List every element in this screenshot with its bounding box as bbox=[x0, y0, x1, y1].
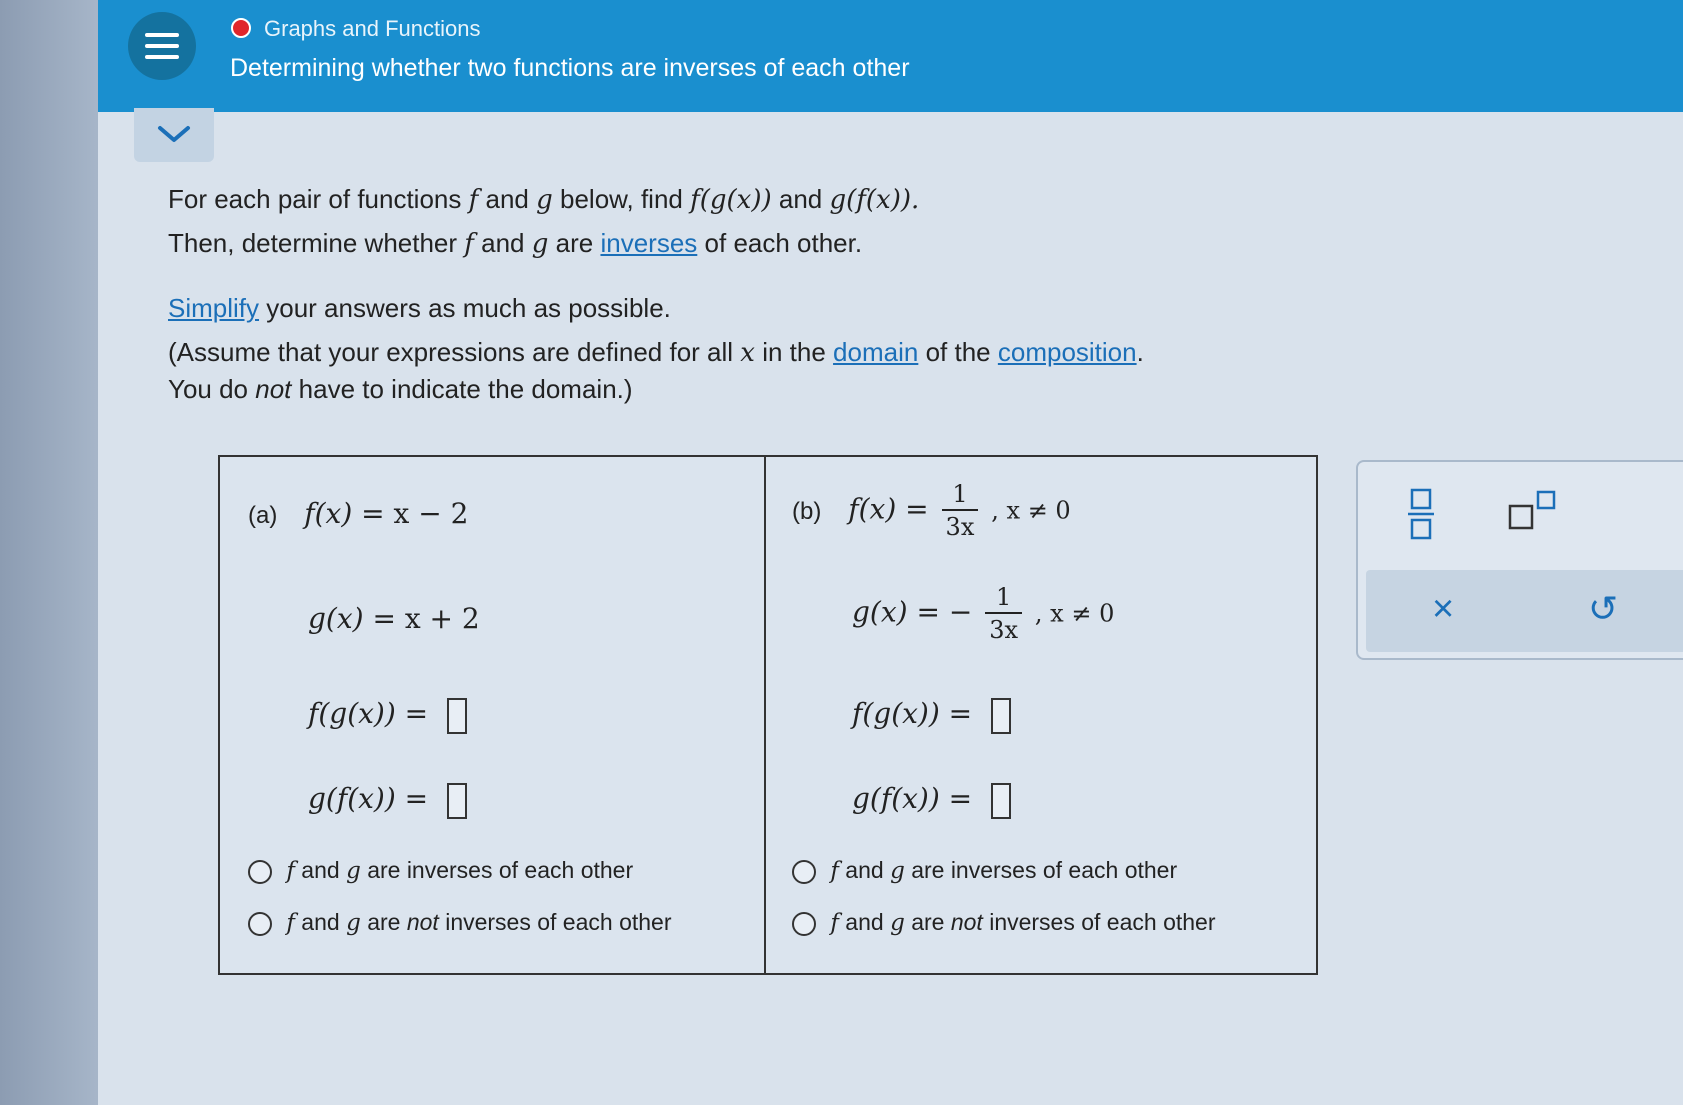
exponent-button[interactable] bbox=[1508, 488, 1560, 537]
fraction-numerator: 1 bbox=[942, 479, 979, 511]
instruction-text: Then, determine whether bbox=[168, 228, 458, 258]
choice-text: and bbox=[845, 857, 884, 883]
math-fgx: f(g(x)) bbox=[690, 185, 772, 215]
math-f: f bbox=[830, 858, 839, 884]
math-x: x bbox=[740, 338, 755, 368]
chevron-down-icon bbox=[156, 122, 192, 146]
part-b-g-definition bbox=[852, 582, 1114, 646]
choice-text: are inverses of each other bbox=[911, 857, 1178, 883]
part-b-f-condition: , x ≠ 0 bbox=[991, 496, 1071, 525]
instruction-text: and bbox=[481, 228, 525, 258]
math-g: g bbox=[890, 858, 905, 884]
part-b-choice-inverses[interactable] bbox=[792, 857, 1177, 884]
domain-link[interactable]: domain bbox=[833, 337, 919, 367]
part-b-fg-row bbox=[852, 697, 1011, 734]
menu-icon bbox=[145, 33, 179, 37]
part-a-fg-input[interactable] bbox=[447, 698, 467, 734]
part-a-radio-not-inverses[interactable] bbox=[248, 912, 272, 936]
math-g: g bbox=[531, 229, 549, 259]
fraction-icon bbox=[1406, 488, 1436, 540]
emphasis-not: not bbox=[255, 374, 292, 404]
part-a-g-lhs: g(x) bbox=[308, 602, 364, 635]
part-a-gf-row bbox=[308, 782, 467, 819]
math-f: f bbox=[286, 910, 295, 936]
part-b-gf-row bbox=[852, 782, 1011, 819]
composition-link[interactable]: composition bbox=[997, 337, 1137, 367]
part-a-g-definition bbox=[308, 602, 480, 635]
math-f: f bbox=[286, 858, 295, 884]
instruction-text: For each pair of functions bbox=[168, 184, 462, 214]
instruction-line-1 bbox=[168, 184, 919, 215]
fraction-denominator: 3x bbox=[989, 616, 1019, 644]
math-g: g bbox=[890, 910, 905, 936]
math-g: g bbox=[536, 185, 553, 215]
instruction-line-5 bbox=[168, 374, 633, 405]
choice-text: inverses of each other bbox=[989, 909, 1216, 935]
inverses-link[interactable]: inverses bbox=[600, 228, 698, 258]
instruction-text: (Assume that your expressions are defined for all bbox=[168, 337, 734, 367]
part-b-radio-not-inverses[interactable] bbox=[792, 912, 816, 936]
instruction-line-4 bbox=[168, 337, 1144, 368]
part-a-radio-inverses[interactable] bbox=[248, 860, 272, 884]
problem-table bbox=[218, 455, 1318, 975]
part-b-g-condition: , x ≠ 0 bbox=[1034, 599, 1115, 628]
monitor-bezel bbox=[0, 0, 100, 1105]
part-a-gf-label: g(f(x)) = bbox=[308, 782, 429, 815]
fraction-numerator: 1 bbox=[985, 582, 1022, 614]
simplify-link[interactable]: Simplify bbox=[168, 293, 260, 323]
instruction-text: your answers as much as possible. bbox=[266, 293, 671, 323]
menu-icon-bar bbox=[145, 55, 179, 59]
part-b-f-eq: = bbox=[905, 492, 929, 526]
part-b-f-definition bbox=[792, 479, 1071, 543]
instruction-text: and bbox=[485, 184, 529, 214]
instruction-text: in the bbox=[762, 337, 826, 367]
choice-text: and bbox=[301, 857, 340, 883]
instruction-text: are bbox=[555, 228, 594, 258]
choice-text: are bbox=[911, 909, 945, 935]
topic-title: Graphs and Functions bbox=[264, 16, 481, 41]
math-f: f bbox=[830, 910, 839, 936]
math-toolbox bbox=[1356, 460, 1683, 660]
instruction-text: . bbox=[1136, 337, 1144, 367]
part-b-g-eq: = − bbox=[916, 595, 973, 629]
part-b-fg-input[interactable] bbox=[991, 698, 1011, 734]
toolbox-action-bar bbox=[1366, 570, 1683, 652]
choice-text: and bbox=[301, 909, 340, 935]
undo-icon: ↺ bbox=[1588, 588, 1619, 629]
menu-icon-bar bbox=[145, 44, 179, 48]
choice-text: and bbox=[845, 909, 884, 935]
part-b-radio-inverses[interactable] bbox=[792, 860, 816, 884]
part-b-fg-label: f(g(x)) = bbox=[852, 697, 973, 730]
emphasis-not: not bbox=[950, 909, 983, 935]
part-a-choice-inverses[interactable] bbox=[248, 857, 633, 884]
part-b-g-lhs: g(x) bbox=[852, 595, 908, 629]
exponent-icon bbox=[1508, 488, 1560, 532]
instruction-text: have to indicate the domain.) bbox=[298, 374, 633, 404]
part-b-g-fraction bbox=[985, 582, 1022, 646]
part-a-label: (a) bbox=[248, 502, 278, 529]
instruction-text: and bbox=[778, 184, 823, 214]
math-f: f bbox=[464, 229, 474, 259]
header-bar bbox=[98, 0, 1683, 112]
part-a-f-rhs: = x − 2 bbox=[361, 497, 469, 530]
instruction-line-2 bbox=[168, 228, 862, 259]
instruction-text: of each other. bbox=[704, 228, 863, 258]
part-a-f-definition bbox=[248, 497, 468, 530]
instruction-text: You do bbox=[168, 374, 249, 404]
part-a-choice-not-inverses[interactable] bbox=[248, 909, 672, 936]
part-a-fg-label: f(g(x)) = bbox=[308, 697, 429, 730]
undo-button[interactable] bbox=[1588, 588, 1618, 630]
part-a-f-lhs: f(x) bbox=[304, 497, 353, 530]
part-b-gf-input[interactable] bbox=[991, 783, 1011, 819]
menu-button[interactable] bbox=[128, 12, 196, 80]
instruction-text: below, find bbox=[560, 184, 683, 214]
part-b-f-fraction bbox=[942, 479, 979, 543]
choice-text: inverses of each other bbox=[445, 909, 672, 935]
part-b-gf-label: g(f(x)) = bbox=[852, 782, 973, 815]
part-b-choice-not-inverses[interactable] bbox=[792, 909, 1216, 936]
instruction-text: of the bbox=[925, 337, 991, 367]
fraction-denominator: 3x bbox=[945, 513, 975, 541]
part-a-fg-row bbox=[308, 697, 467, 734]
choice-text: are bbox=[367, 909, 401, 935]
fraction-button[interactable] bbox=[1406, 488, 1436, 545]
math-f: f bbox=[468, 185, 479, 215]
collapse-button[interactable] bbox=[134, 108, 214, 162]
page-title: Determining whether two functions are inverses of each other bbox=[230, 54, 910, 82]
part-a-gf-input[interactable] bbox=[447, 783, 467, 819]
math-g: g bbox=[346, 910, 361, 936]
part-b-f-lhs: f(x) bbox=[848, 492, 897, 526]
status-dot bbox=[231, 18, 251, 38]
clear-button[interactable] bbox=[1432, 588, 1454, 631]
table-divider bbox=[764, 457, 766, 973]
emphasis-not: not bbox=[406, 909, 439, 935]
math-gfx: g(f(x)). bbox=[829, 185, 920, 215]
app-window bbox=[98, 0, 1683, 1105]
math-g: g bbox=[346, 858, 361, 884]
clear-icon: × bbox=[1432, 588, 1455, 630]
instruction-line-3 bbox=[168, 293, 671, 324]
part-b-label: (b) bbox=[792, 497, 822, 525]
part-a-g-rhs: = x + 2 bbox=[372, 602, 480, 635]
choice-text: are inverses of each other bbox=[367, 857, 634, 883]
